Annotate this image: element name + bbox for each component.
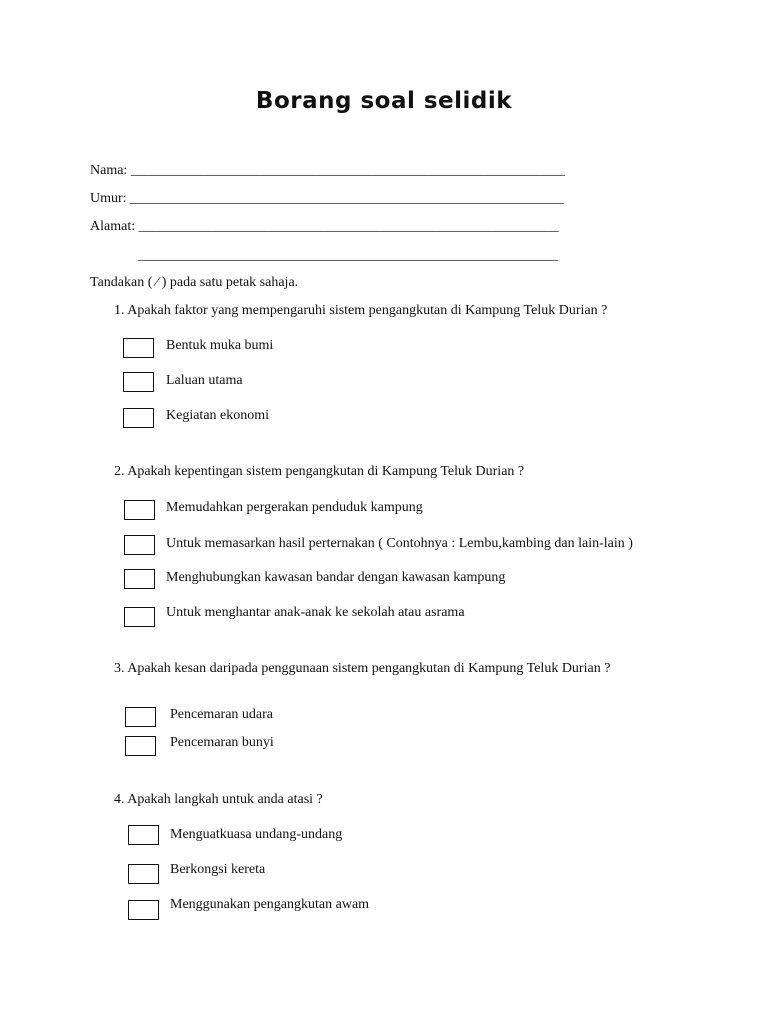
q2-option-1-label: Memudahkan pergerakan penduduk kampung [166, 500, 423, 515]
q2-option-2-label: Untuk memasarkan hasil perternakan ( Contohnya : Lembu,kambing dan lain-lain ) [166, 536, 633, 551]
q2-option-1-checkbox[interactable] [124, 500, 155, 520]
q1-option-2-label: Laluan utama [166, 373, 243, 388]
q2-option-2-checkbox[interactable] [124, 535, 155, 555]
q3-option-2-checkbox[interactable] [125, 736, 156, 756]
q2-option-4-checkbox[interactable] [124, 607, 155, 627]
q1-option-1-checkbox[interactable] [123, 338, 154, 358]
question-3-text: 3. Apakah kesan daripada penggunaan sistem pengangkutan di Kampung Teluk Durian ? [114, 661, 611, 676]
q4-option-3-checkbox[interactable] [128, 900, 159, 920]
q4-option-3-label: Menggunakan pengangkutan awam [170, 897, 370, 912]
q3-option-1-checkbox[interactable] [125, 707, 156, 727]
question-4-text: 4. Apakah langkah untuk anda atasi ? [114, 792, 323, 807]
q3-option-2-label: Pencemaran bunyi [170, 735, 274, 750]
q4-option-1-label: Menguatkuasa undang-undang [170, 827, 343, 842]
question-1-text: 1. Apakah faktor yang mempengaruhi sistem pengangkutan di Kampung Teluk Durian ? [114, 303, 608, 318]
instruction-text: Tandakan ( ⁄ ) pada satu petak sahaja. [90, 275, 299, 290]
q2-option-3-checkbox[interactable] [124, 569, 155, 589]
q1-option-2-checkbox[interactable] [123, 372, 154, 392]
umur-field[interactable]: Umur: ______________________________________________________________ [90, 191, 565, 206]
q1-option-1-label: Bentuk muka bumi [166, 338, 274, 353]
question-2-text: 2. Apakah kepentingan sistem pengangkutan di Kampung Teluk Durian ? [114, 464, 525, 479]
q2-option-4-label: Untuk menghantar anak-anak ke sekolah atau asrama [166, 605, 465, 620]
form-title: Borang soal selidik [255, 88, 513, 114]
q1-option-3-checkbox[interactable] [123, 408, 154, 428]
q4-option-2-checkbox[interactable] [128, 864, 159, 884]
q3-option-1-label: Pencemaran udara [170, 707, 273, 722]
q2-option-3-label: Menghubungkan kawasan bandar dengan kawasan kampung [166, 570, 506, 585]
q1-option-3-label: Kegiatan ekonomi [166, 408, 270, 423]
q4-option-2-label: Berkongsi kereta [170, 862, 266, 877]
nama-field[interactable]: Nama: ______________________________________________________________ [90, 163, 565, 178]
q4-option-1-checkbox[interactable] [128, 825, 159, 845]
alamat-field-continued[interactable]: ____________________________________________________________ [138, 248, 558, 263]
alamat-field[interactable]: Alamat: ____________________________________________________________ [90, 219, 559, 234]
